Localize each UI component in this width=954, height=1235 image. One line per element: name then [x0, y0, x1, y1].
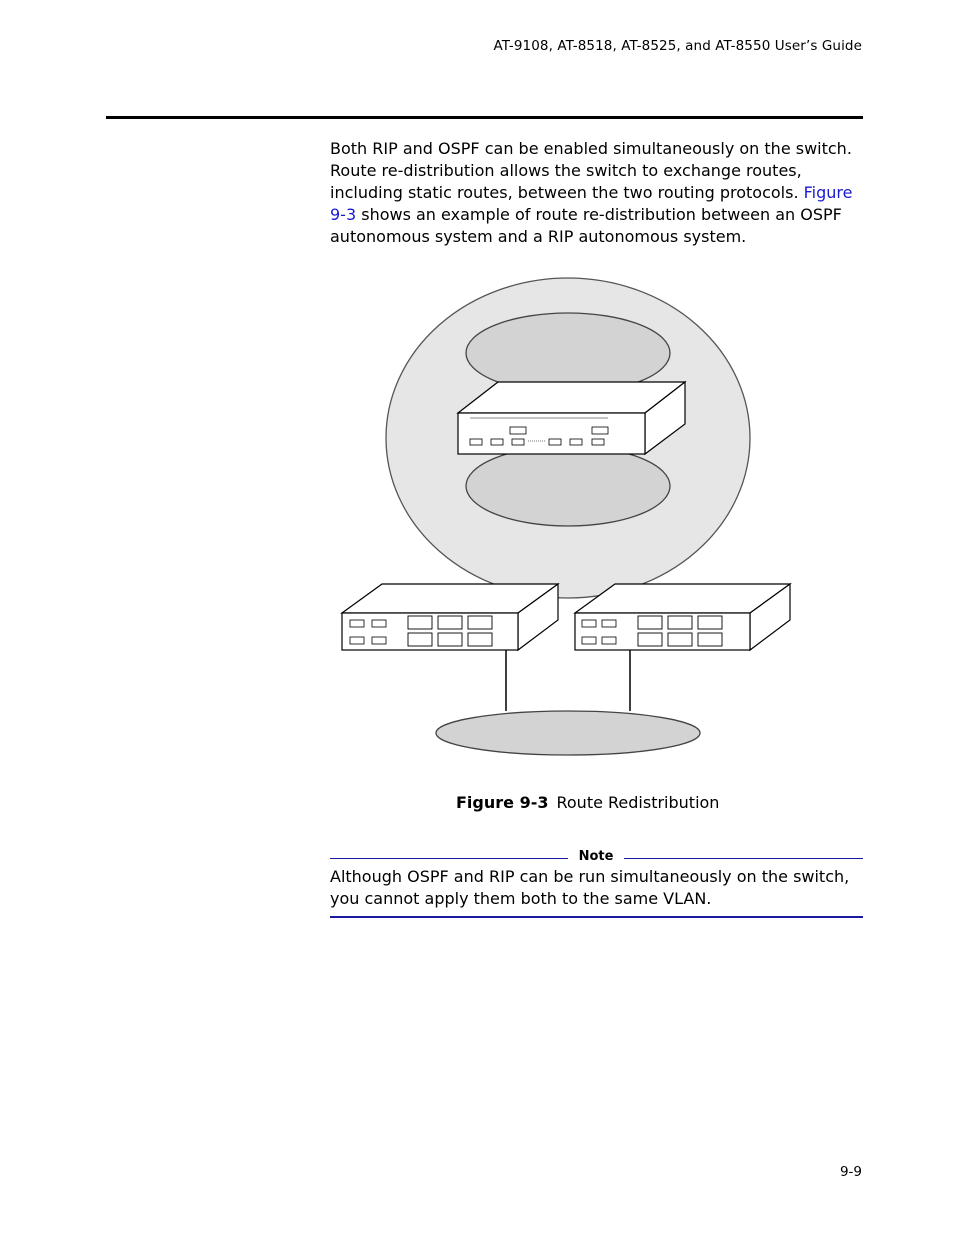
- rip-autonomous-system: [436, 711, 700, 755]
- note-rule-left: [330, 858, 568, 859]
- note-text: Although OSPF and RIP can be run simultaneously on the switch, you cannot apply them both to the same VLAN.: [330, 867, 850, 908]
- body-paragraph: [330, 138, 870, 248]
- para-text-before: Both RIP and OSPF can be enabled simultaneously on the switch. Route re-distribution allows the switch to exchange routes, including static routes, between the two routing protocols.: [330, 139, 852, 202]
- area-ellipse-bottom: [466, 446, 670, 526]
- area-ellipse-top: [466, 313, 670, 393]
- figure-caption-title: Route Redistribution: [556, 793, 720, 812]
- header-rule: [106, 116, 863, 119]
- figure-caption: [456, 793, 719, 812]
- figure-link[interactable]: Figure 9-3: [330, 183, 853, 224]
- center-switch: [458, 382, 685, 454]
- figure-caption-number: Figure 9-3: [456, 793, 549, 812]
- para-text-after: shows an example of route re-distribution between an OSPF autonomous system and a RIP autonomous system.: [330, 205, 842, 246]
- running-header: AT-9108, AT-8518, AT-8525, and AT-8550 User’s Guide: [493, 38, 862, 54]
- route-redistribution-figure: [330, 270, 810, 770]
- left-switch: [342, 584, 558, 650]
- note-rule-right: [624, 858, 863, 859]
- note-rule-bottom: [330, 916, 863, 918]
- right-switch: [575, 584, 790, 650]
- network-diagram: [330, 270, 810, 770]
- note-title: Note: [578, 849, 614, 864]
- page-number: 9-9: [839, 1164, 862, 1180]
